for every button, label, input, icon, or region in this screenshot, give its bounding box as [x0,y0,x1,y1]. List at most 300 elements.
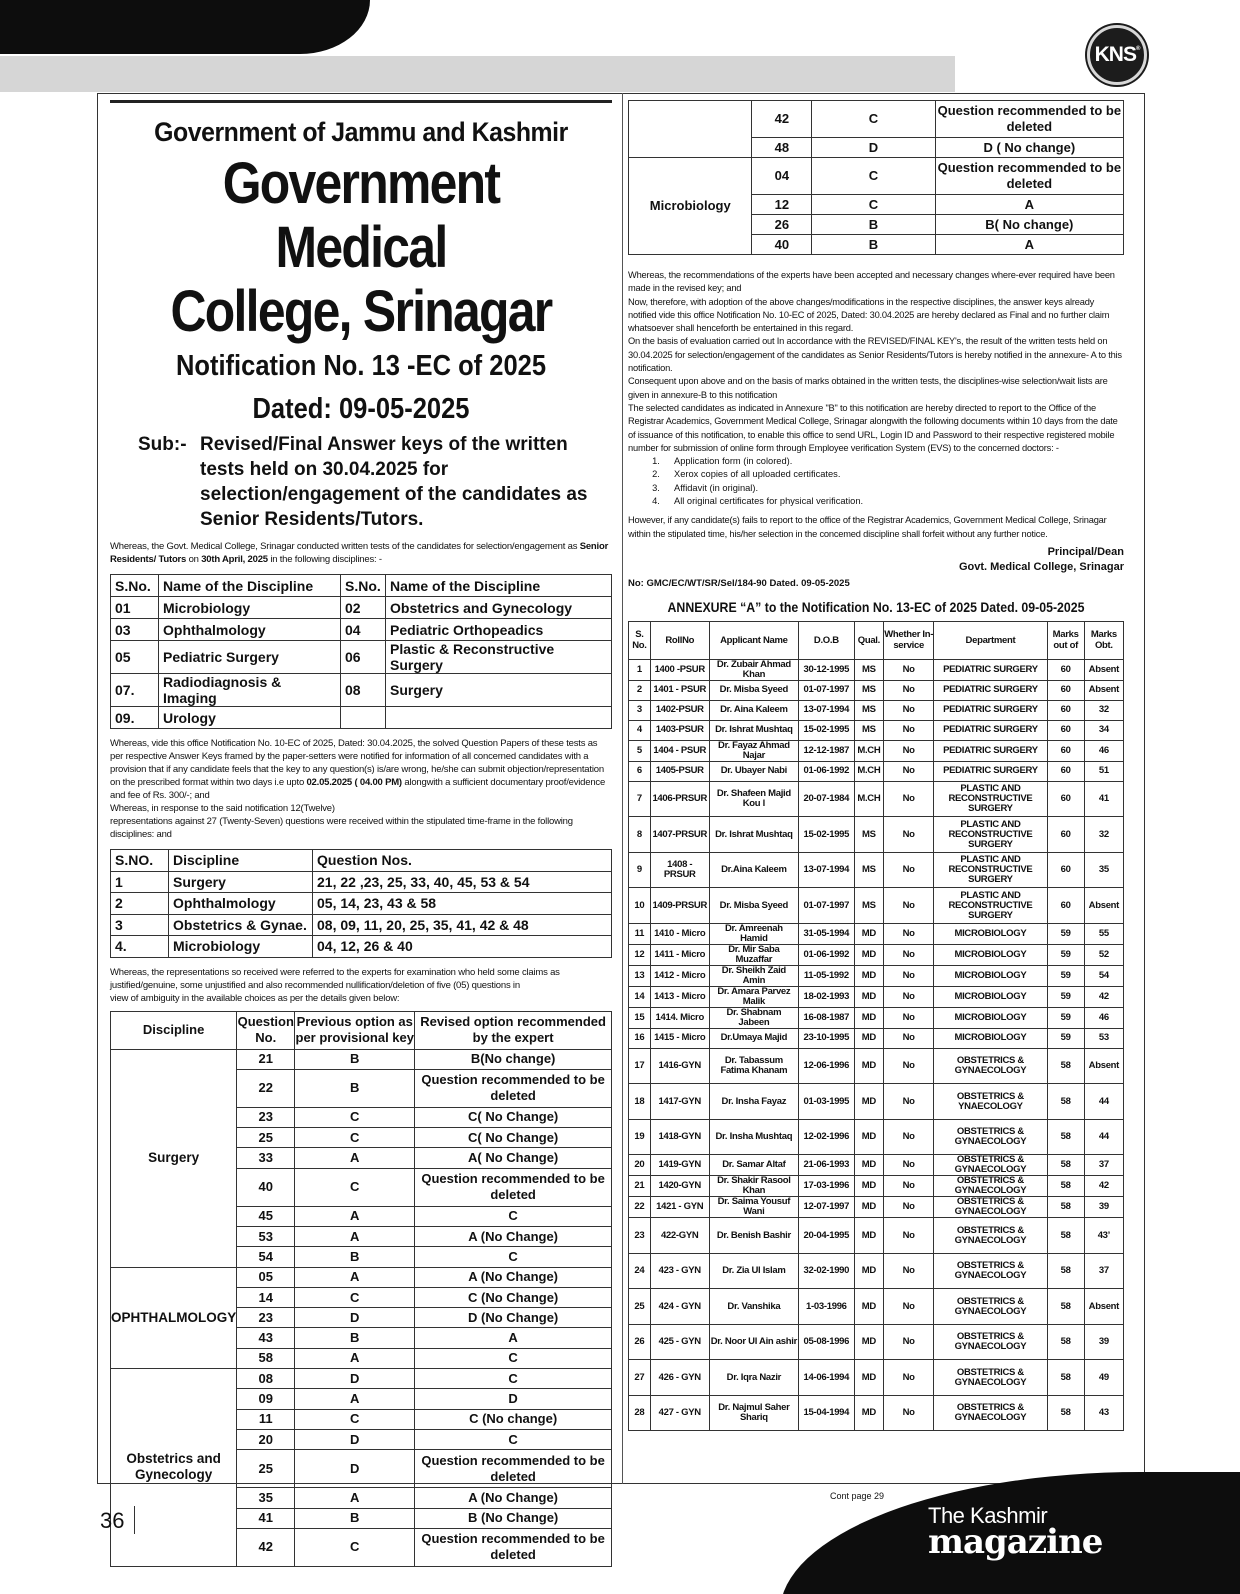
table-cell: 43’ [1084,1218,1123,1254]
experts-paragraph [110,966,612,1005]
table-cell: Dr. Insha Mushtaq [709,1119,798,1155]
table-cell: PEDIATRIC SURGERY [934,700,1047,720]
table-cell: MD [854,1360,883,1396]
header-cell: Department [934,621,1047,659]
header-cell: Applicant Name [709,621,798,659]
signature-title: Principal/Dean [1047,545,1124,558]
table-cell: 19 [629,1119,651,1155]
header-cell: Question Nos. [313,850,612,872]
table-cell: Question recommended to be deleted [935,158,1123,195]
table-cell: 20 [629,1155,651,1176]
table-cell: 39 [1084,1324,1123,1360]
table-cell: 45 [237,1206,295,1226]
table-cell: 1413 - Micro [650,986,709,1007]
table-cell: A [295,1348,415,1368]
table-cell: C [812,195,935,215]
table-cell: Ophthalmology [169,893,313,915]
table-cell: No [884,680,934,700]
table-cell: 58 [1047,1197,1084,1218]
table-cell: 60 [1047,781,1084,817]
table-cell: Ophthalmology [159,619,341,641]
page-number: 36 [100,1508,125,1533]
table-cell: 21, 22 ,23, 25, 33, 40, 45, 53 & 54 [313,871,612,893]
table-cell: 58 [1047,1324,1084,1360]
table-cell: C [812,101,935,138]
kns-logo: KNS ® [1087,25,1147,85]
document-text: Application form (in colored). [674,456,793,467]
table-cell: 422-GYN [650,1218,709,1254]
table-cell: 60 [1047,761,1084,781]
table-cell: M.CH [854,781,883,817]
table-cell: 59 [1047,923,1084,944]
table-cell: No [884,852,934,888]
table-cell: B(No change) [415,1049,612,1069]
table-cell: MS [854,817,883,853]
document-number: 1. [652,456,660,467]
header-black-band [0,0,370,54]
table-cell: OBSTETRICS & GYNAECOLOGY [934,1119,1047,1155]
table-cell: 24 [629,1253,651,1289]
table-cell: PEDIATRIC SURGERY [934,680,1047,700]
table-cell: 59 [1047,986,1084,1007]
table-cell: 58 [1047,1289,1084,1325]
table-cell: PLASTIC AND RECONSTRUCTIVE SURGERY [934,817,1047,853]
table-cell: 58 [1047,1119,1084,1155]
table-cell: 04 [341,619,386,641]
table-cell: MD [854,965,883,986]
table-cell: No [884,923,934,944]
header-cell: S.NO. [111,850,169,872]
table-cell: 1416-GYN [650,1048,709,1084]
table-cell: 1-03-1996 [799,1289,855,1325]
table-cell: No [884,1253,934,1289]
table-cell: Dr. Ishrat Mushtaq [709,817,798,853]
intro-bold-1: Senior Residents/ Tutors [110,541,609,565]
table-cell: D ( No change) [935,138,1123,158]
table-cell: 49 [1084,1360,1123,1396]
table-cell: 40 [752,235,812,255]
table-cell: A (No Change) [415,1267,612,1287]
table-cell: Pediatric Orthopeadics [386,619,612,641]
table-cell: 35 [237,1488,295,1508]
table-cell: Dr. Amara Parvez Malik [709,986,798,1007]
table-row [629,986,1124,1007]
table-cell: 42 [1084,1176,1123,1197]
table-row [111,707,612,729]
table-cell: 1418-GYN [650,1119,709,1155]
table-cell: 42 [237,1528,295,1566]
table-cell: 3 [629,700,651,720]
table-cell: 58 [1047,1395,1084,1431]
head-rule [110,100,612,103]
header-cell: Name of the Discipline [386,575,612,597]
table-cell: 01-06-1992 [799,944,855,965]
table-cell: MD [854,986,883,1007]
table-cell: C [295,1287,415,1307]
table-cell: C [415,1206,612,1226]
table-cell: 1403-PSUR [650,720,709,740]
table-cell: 23 [629,1218,651,1254]
table-cell: No [884,1007,934,1028]
table-cell: 1420-GYN [650,1176,709,1197]
table-cell: Microbiology [159,597,341,619]
table-cell: 17 [629,1048,651,1084]
table-cell: OBSTETRICS & GYNAECOLOGY [934,1197,1047,1218]
table-cell: 2 [111,893,169,915]
table-cell: PLASTIC AND RECONSTRUCTIVE SURGERY [934,852,1047,888]
discipline-cell: OPHTHALMOLOGY [111,1267,237,1368]
table-row [629,1176,1124,1197]
table-cell: A [295,1148,415,1168]
discipline-cell: Microbiology [629,158,752,255]
table-cell: MS [854,852,883,888]
table-cell: No [884,888,934,924]
table-cell: 1421 - GYN [650,1197,709,1218]
header-cell: S. No. [629,621,651,659]
magazine-logo-the: The Kashmir [928,1503,1048,1528]
document-number: 2. [652,469,660,480]
table-cell: 44 [1084,1119,1123,1155]
table-cell: C [415,1429,612,1449]
header-cell: Revised option recommended by the expert [415,1011,612,1049]
table-cell: 43 [1084,1395,1123,1431]
table-row [111,914,612,936]
table-cell: 05, 14, 23, 43 & 58 [313,893,612,915]
table-cell: 22 [237,1069,295,1107]
table-cell: 15-02-1995 [799,720,855,740]
table-cell: B [295,1049,415,1069]
table-cell: OBSTETRICS & GYNAECOLOGY [934,1218,1047,1254]
table-cell: PEDIATRIC SURGERY [934,740,1047,761]
table-cell: OBSTETRICS & GYNAECOLOGY [934,1155,1047,1176]
table-cell: 31-05-1994 [799,923,855,944]
table-row [629,1084,1124,1120]
table-row [111,641,612,674]
header-cell: Marks out of [1047,621,1084,659]
table-cell: MS [854,720,883,740]
table-cell: No [884,1119,934,1155]
table-cell: 32-02-1990 [799,1253,855,1289]
table-cell: MICROBIOLOGY [934,1028,1047,1048]
table-row [629,781,1124,817]
table-cell: 01-06-1992 [799,761,855,781]
representations-table [110,849,612,958]
table-row [629,659,1124,680]
table-cell: Dr. Noor Ul Ain ashir [709,1324,798,1360]
table-cell: No [884,965,934,986]
table-row [111,871,612,893]
table-cell: A [295,1389,415,1409]
objections-paragraph [110,737,612,841]
table-cell: 17-03-1996 [799,1176,855,1197]
table-cell: MD [854,1218,883,1254]
table-row [111,936,612,958]
table-cell: Dr. Misba Syeed [709,680,798,700]
table-cell: A (No Change) [415,1226,612,1246]
table-cell: 04, 12, 26 & 40 [313,936,612,958]
table-row [629,1028,1124,1048]
table-row [629,740,1124,761]
table-cell: C (No change) [415,1409,612,1429]
table-cell: D [812,138,935,158]
table-cell: 37 [1084,1253,1123,1289]
table-cell: 60 [1047,888,1084,924]
table-cell: 12 [752,195,812,215]
table-cell: 58 [1047,1360,1084,1396]
table-cell: 59 [1047,1007,1084,1028]
table-row [629,852,1124,888]
table-cell: A [415,1328,612,1348]
table-cell: 58 [1047,1218,1084,1254]
table-cell: 6 [629,761,651,781]
table-cell: 25 [629,1289,651,1325]
signature-institution: Govt. Medical College, Srinagar [958,560,1124,573]
magazine-logo-magazine: magazine [928,1522,1103,1562]
table-cell: 15-02-1995 [799,817,855,853]
table-cell: B [295,1508,415,1528]
right-paragraph: Consequent upon above and on the basis of marks obtained in the written tests, the disciplines-wise selection/wait lists are given in annexure-B to this notification [628,376,1108,400]
table-cell: C [295,1128,415,1148]
para3-line2: view of ambiguity in the available choices as per the details given below: [110,992,400,1004]
table-cell: 60 [1047,700,1084,720]
table-cell: No [884,1048,934,1084]
closing-paragraph: However, if any candidate(s) fails to report to the office of the Registrar Academics, Government Medical College, Srinagar within the stipulated time, his/her selection in the concemed discipline shall forfeit without any further notice. [628,515,1107,539]
table-cell: 13 [629,965,651,986]
table-cell: 11-05-1992 [799,965,855,986]
table-cell: OBSTETRICS & YNAECOLOGY [934,1084,1047,1120]
table-row [629,1007,1124,1028]
table-row [111,1369,612,1389]
table-row [629,944,1124,965]
disciplines-table [110,574,612,729]
table-cell: C [295,1168,415,1206]
table-cell: 21-06-1993 [799,1155,855,1176]
table-cell: C [415,1369,612,1389]
table-cell: MD [854,923,883,944]
table-cell: No [884,740,934,761]
table-cell: 05 [111,641,159,674]
table-cell: 12-12-1987 [799,740,855,761]
table-cell: Plastic & Reconstructive Surgery [386,641,612,674]
table-cell: Urology [159,707,341,729]
table-cell: 41 [1084,781,1123,817]
table-cell: No [884,761,934,781]
table-cell: 08, 09, 11, 20, 25, 35, 41, 42 & 48 [313,914,612,936]
table-cell: Absent [1084,680,1123,700]
table-cell: 9 [629,852,651,888]
table-cell: MD [854,1084,883,1120]
college-title-line1: Government Medical [222,151,500,280]
table-cell: 01-07-1997 [799,888,855,924]
table-row [629,101,1124,138]
table-cell: 2 [629,680,651,700]
table-cell: MICROBIOLOGY [934,944,1047,965]
continued-note: Cont page 29 [830,1491,885,1501]
table-cell: C [295,1409,415,1429]
table-cell: C (No Change) [415,1287,612,1307]
table-cell: 16 [629,1028,651,1048]
table-cell: Dr. Shafeen Majid Kou l [709,781,798,817]
table-cell: 35 [1084,852,1123,888]
table-row [629,1218,1124,1254]
table-cell: 11 [629,923,651,944]
table-cell: 34 [1084,720,1123,740]
table-cell: 40 [237,1168,295,1206]
header-cell: Discipline [111,1011,237,1049]
table-cell: 1417-GYN [650,1084,709,1120]
table-cell: 12-06-1996 [799,1048,855,1084]
table-cell: 13-07-1994 [799,700,855,720]
table-cell: Surgery [169,871,313,893]
table-cell: 26 [629,1324,651,1360]
header-cell: Qual. [854,621,883,659]
table-cell: MD [854,1007,883,1028]
table-cell: MD [854,1395,883,1431]
table-cell: 20-04-1995 [799,1218,855,1254]
notification-date: Dated: 09-05-2025 [252,393,470,425]
table-cell: C( No Change) [415,1107,612,1127]
table-cell: MD [854,1155,883,1176]
table-cell: 3 [111,914,169,936]
table-cell: 1408 - PRSUR [650,852,709,888]
table-cell: 46 [1084,740,1123,761]
table-cell: A [295,1267,415,1287]
left-column [110,100,612,1567]
table-cell: No [884,1218,934,1254]
para2-bold: 02.05.2025 ( 04.00 PM) [306,777,402,788]
table-cell: Absent [1084,888,1123,924]
table-row [111,1267,612,1287]
table-cell: OBSTETRICS & GYNAECOLOGY [934,1176,1047,1197]
table-cell: PEDIATRIC SURGERY [934,761,1047,781]
table-cell: 423 - GYN [650,1253,709,1289]
table-cell: A [935,195,1123,215]
table-cell: 30-12-1995 [799,659,855,680]
table-cell: 1410 - Micro [650,923,709,944]
table-row [629,1048,1124,1084]
table-cell: Dr. Zia Ul Islam [709,1253,798,1289]
table-row [629,817,1124,853]
table-row [629,720,1124,740]
table-cell: Dr. Aina Kaleem [709,700,798,720]
reference-number: No: GMC/EC/WT/SR/Sel/184-90 Dated. 09-05-2025 [628,577,850,589]
table-cell: C [812,158,935,195]
table-cell: 1401 - PSUR [650,680,709,700]
header-grey-band [0,56,955,92]
table-cell: 16-08-1987 [799,1007,855,1028]
table-row [629,761,1124,781]
table-cell: PEDIATRIC SURGERY [934,720,1047,740]
table-cell: Dr. Benish Bashir [709,1218,798,1254]
table-cell: 58 [1047,1048,1084,1084]
table-cell: Question recommended to be deleted [415,1528,612,1566]
document-item [638,468,1124,481]
table-cell: 41 [237,1508,295,1528]
table-cell: 54 [237,1247,295,1267]
discipline-cell: Obstetrics and Gynecology [111,1369,237,1567]
table-cell: 04 [752,158,812,195]
table-cell: Dr.Umaya Majid [709,1028,798,1048]
table-cell: 14 [237,1287,295,1307]
table-cell: 37 [1084,1155,1123,1176]
table-cell: MD [854,1176,883,1197]
table-cell: MICROBIOLOGY [934,965,1047,986]
table-cell: 5 [629,740,651,761]
table-cell: 12-07-1997 [799,1197,855,1218]
table-cell: No [884,1176,934,1197]
para2-text-before: Whereas, vide this office Notification No. 10-EC of 2025, Dated: 30.04.2025, the solved Question Papers of these tests as per respective Answer Keys framed by the paper-setters were notified for information of all concerned candidates with a provision that if any candidate feels that the key to any question(s) is/are wrong, he/she can submit objection/representation on the prescribed format within two days i.e upto [110,738,604,788]
table-cell: Question recommended to be deleted [415,1450,612,1488]
table-cell: No [884,781,934,817]
table-cell: 18 [629,1084,651,1120]
table-cell: 426 - GYN [650,1360,709,1396]
table-cell: 59 [1047,965,1084,986]
table-cell: 1402-PSUR [650,700,709,720]
table-cell: No [884,659,934,680]
table-cell: 58 [1047,1155,1084,1176]
table-cell: No [884,986,934,1007]
table-cell: 20 [237,1429,295,1449]
table-cell: Dr. Iqra Nazir [709,1360,798,1396]
table-cell: 59 [1047,944,1084,965]
table-cell: 1407-PRSUR [650,817,709,853]
table-header-row [111,850,612,872]
table-cell: 42 [752,101,812,138]
table-cell: MD [854,1028,883,1048]
table-cell: No [884,1395,934,1431]
table-cell: 54 [1084,965,1123,986]
table-cell: Absent [1084,1289,1123,1325]
table-cell: 33 [237,1148,295,1168]
answer-keys-table-continued [628,100,1124,255]
table-cell: MS [854,680,883,700]
table-cell: A (No Change) [415,1488,612,1508]
table-cell: 26 [752,215,812,235]
subject-label: Sub:- [138,434,187,455]
table-cell: C [415,1247,612,1267]
table-cell: 60 [1047,659,1084,680]
discipline-cell: Surgery [111,1049,237,1267]
table-cell: 10 [629,888,651,924]
right-paragraph: Now, therefore, with adoption of the above changes/modifications in the respective disciplines, the answer keys already notified vide this office Notification No. 10-EC of 2025, Dated: 30.04.2025 are hereby declared as Final and no further claim whatsoever shall henceforth be entertained in this regard. [628,296,1110,334]
document-item [638,482,1124,495]
table-row [111,674,612,707]
intro-bold-2: 30th April, 2025 [201,554,268,565]
table-cell: D [295,1308,415,1328]
table-cell: 08 [341,674,386,707]
table-cell: 18-02-1993 [799,986,855,1007]
table-cell: Question recommended to be deleted [935,101,1123,138]
header-cell: Whether In-service [884,621,934,659]
document-item [638,495,1124,508]
table-cell: 28 [629,1395,651,1431]
header-cell: S.No. [341,575,386,597]
answer-keys-table [110,1011,612,1567]
table-cell: A [295,1226,415,1246]
table-cell: 55 [1084,923,1123,944]
signature-block [628,545,1124,575]
table-cell: 01-07-1997 [799,680,855,700]
table-cell: A [295,1206,415,1226]
table-row [629,680,1124,700]
table-cell: Dr. Vanshika [709,1289,798,1325]
table-cell: PLASTIC AND RECONSTRUCTIVE SURGERY [934,781,1047,817]
table-cell: 58 [1047,1084,1084,1120]
table-cell: MICROBIOLOGY [934,923,1047,944]
table-cell: 14 [629,986,651,1007]
table-cell: OBSTETRICS & GYNAECOLOGY [934,1395,1047,1431]
table-cell: Absent [1084,659,1123,680]
